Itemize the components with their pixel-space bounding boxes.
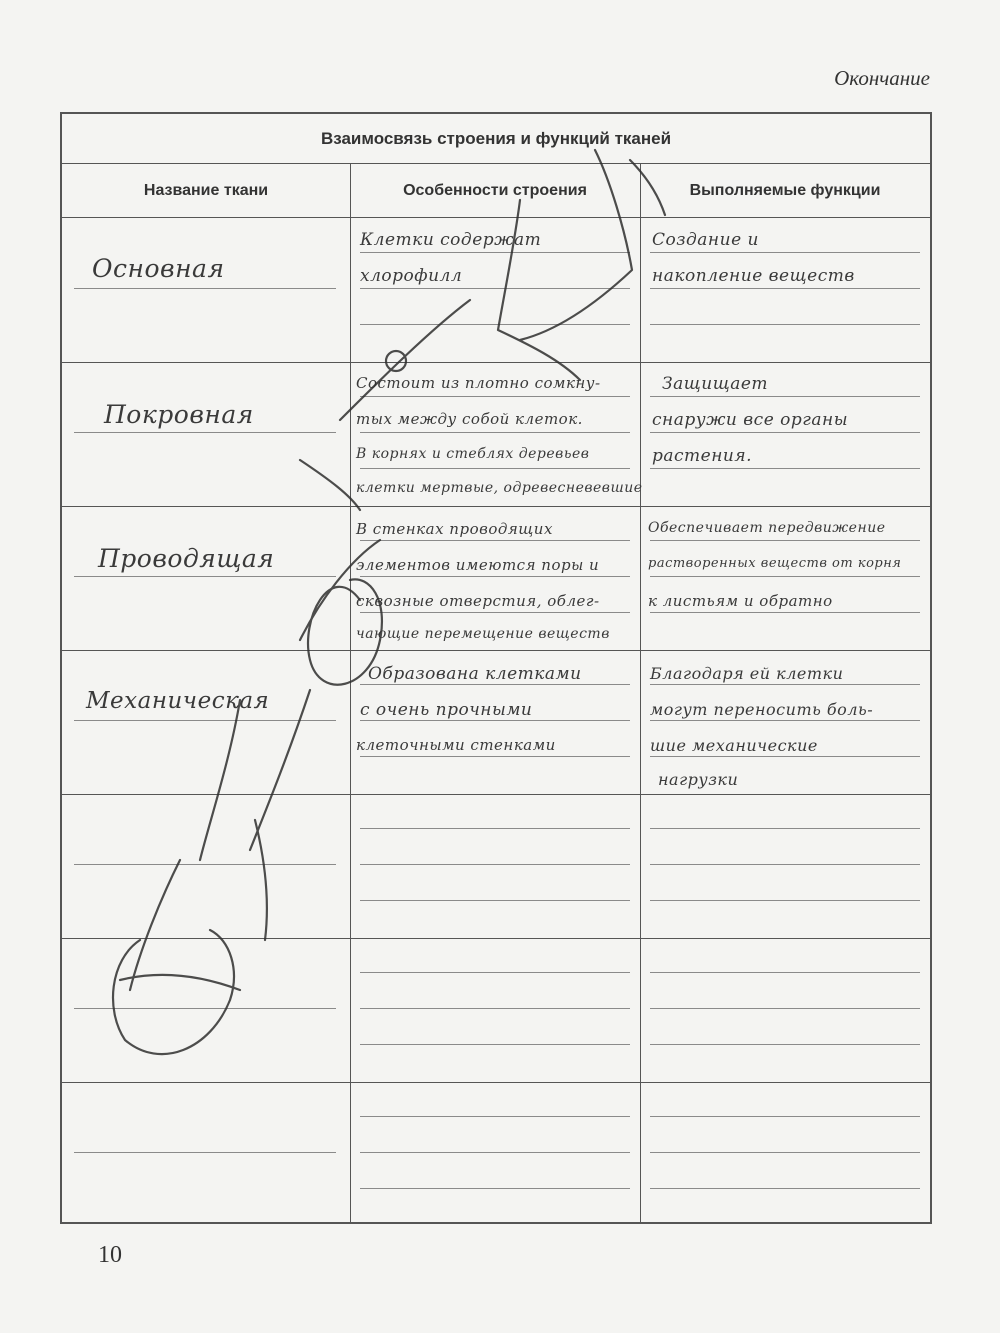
page-heading: Окончание	[834, 66, 930, 90]
scribble-stroke	[250, 690, 310, 850]
row-2-structure-line-4: клетки мертвые, одревесневевшие	[356, 480, 643, 496]
scribble-stroke	[300, 540, 380, 640]
row-4-structure-line-3: клеточными стенками	[356, 736, 556, 754]
scribble-stroke	[120, 975, 240, 990]
row-4-functions-line-2: могут переносить боль-	[650, 700, 874, 719]
row-3-structure-line-3: сквозные отверстия, облег-	[356, 592, 600, 610]
row-4-functions-line-3: шие механические	[650, 736, 818, 755]
row-1-structure-line-2: хлорофилл	[360, 266, 463, 286]
scribble-stroke	[520, 150, 632, 340]
scribble-stroke	[630, 160, 665, 215]
row-4-functions-line-4: нагрузки	[658, 770, 739, 789]
column-header-structure: Особенности строения	[350, 164, 640, 218]
row-3-functions-line-1: Обеспечивает передвижение	[648, 520, 886, 536]
column-header-functions: Выполняемые функции	[640, 164, 930, 218]
row-3-structure-line-2: элементов имеются поры и	[356, 556, 600, 574]
row-2-name: Покровная	[104, 400, 254, 429]
row-1-functions-line-1: Создание и	[652, 230, 759, 250]
row-1-structure-line-1: Клетки содержат	[360, 230, 542, 250]
table-title: Взаимосвязь строения и функций тканей	[62, 114, 930, 164]
column-header-name: Название ткани	[62, 164, 350, 218]
row-3-functions-line-2: растворенных веществ от корня	[648, 556, 902, 571]
row-3-structure-line-1: В стенках проводящих	[356, 520, 553, 538]
scribble-stroke	[255, 820, 267, 940]
row-1-name: Основная	[92, 254, 225, 283]
row-2-structure-line-3: В корнях и стеблях деревьев	[356, 446, 590, 462]
row-4-structure-line-1: Образована клетками	[368, 664, 582, 684]
scribble-stroke	[386, 351, 406, 371]
row-4-name: Механическая	[86, 688, 270, 714]
row-2-functions-line-1: Защищает	[662, 374, 769, 394]
row-4-functions-line-1: Благодаря ей клетки	[650, 664, 844, 683]
scribble-stroke	[300, 460, 360, 510]
row-2-functions-line-2: снаружи все органы	[652, 410, 849, 430]
scribble-stroke	[200, 700, 240, 860]
row-4-structure-line-2: с очень прочными	[360, 700, 533, 720]
scribble-stroke	[130, 860, 180, 990]
row-2-functions-line-3: растения.	[652, 446, 753, 466]
scribble-stroke	[498, 200, 580, 380]
row-3-name: Проводящая	[98, 544, 275, 573]
row-2-structure-line-1: Состоит из плотно сомкну-	[356, 374, 601, 392]
row-3-functions-line-3: к листьям и обратно	[648, 592, 833, 610]
page-number: 10	[98, 1242, 122, 1268]
row-2-structure-line-2: тых между собой клеток.	[356, 410, 583, 428]
row-3-structure-line-4: чающие перемещение веществ	[356, 626, 610, 642]
scribble-stroke	[308, 579, 382, 684]
scribble-stroke	[113, 930, 234, 1054]
row-1-functions-line-2: накопление веществ	[652, 266, 855, 286]
